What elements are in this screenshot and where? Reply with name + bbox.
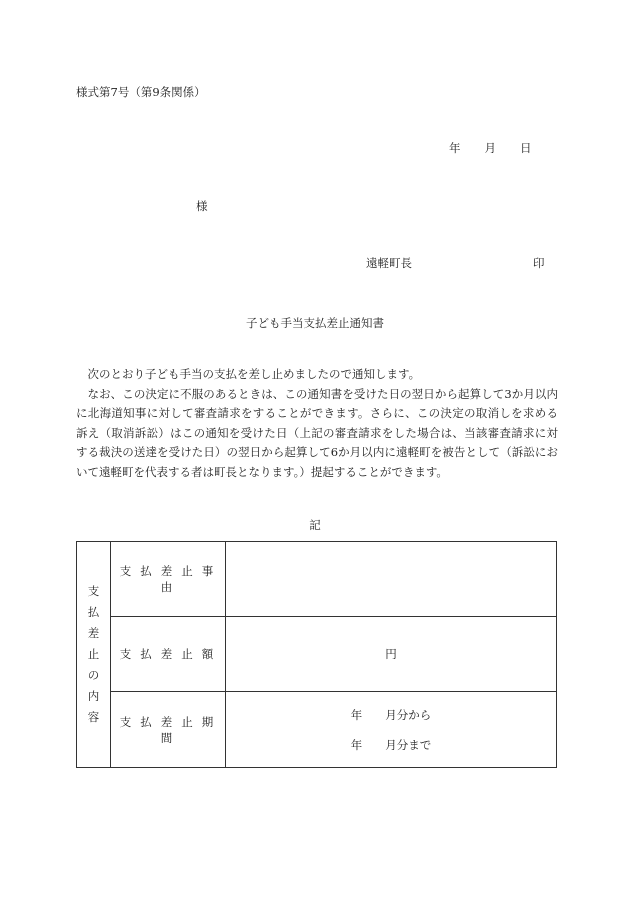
- seal-mark: 印: [533, 256, 545, 270]
- notice-body: [76, 365, 558, 483]
- document-title: 子ども手当支払差止通知書: [246, 316, 384, 330]
- header-char: 容: [87, 710, 100, 724]
- suspension-period-value: [226, 692, 557, 768]
- date-line: [449, 140, 532, 156]
- suspension-details-table: [76, 541, 557, 768]
- header-char: 支: [87, 584, 100, 598]
- date-month: 月: [484, 141, 496, 155]
- suspension-amount-label: 支払差止額: [111, 617, 226, 692]
- body-paragraph-2: なお、この決定に不服のあるときは、この通知書を受けた日の翌日から起算して3か月以内に北海道知事に対して審査請求をすることができます。さらに、この決定の取消しを求める訴え（取消訴訟）はこの通知を受けた日（上記の審査請求をした場合は、当該審査請求に対する裁決の送達を受けた日）の翌日から起算して6か月以内に遠軽町を被告として（訴訟において遠軽町を代表する者は町長となります。）提起することができます。: [76, 386, 558, 479]
- date-year: 年: [449, 141, 461, 155]
- ki-heading: 記: [309, 518, 321, 532]
- form-number-label: 様式第7号（第9条関係）: [76, 85, 206, 99]
- header-char: の: [87, 668, 100, 682]
- header-char: 払: [87, 605, 100, 619]
- period-from: 年 月分から: [350, 707, 432, 722]
- suspension-amount-value: 円: [226, 617, 557, 692]
- issuer-name: 遠軽町長: [366, 256, 412, 270]
- period-to: 年 月分まで: [350, 737, 432, 752]
- suspension-reason-label: 支払差止事由: [111, 542, 226, 617]
- header-char: 差: [87, 626, 100, 640]
- header-char: 内: [87, 689, 100, 703]
- body-paragraph-1: 次のとおり子ども手当の支払を差し止めましたので通知します。: [87, 367, 421, 381]
- header-char: 止: [87, 647, 100, 661]
- date-day: 日: [520, 141, 532, 155]
- suspension-period-label: 支払差止期間: [111, 692, 226, 768]
- suspension-content-header: [77, 542, 111, 768]
- addressee-suffix: 様: [196, 199, 208, 213]
- suspension-reason-value: [226, 542, 557, 617]
